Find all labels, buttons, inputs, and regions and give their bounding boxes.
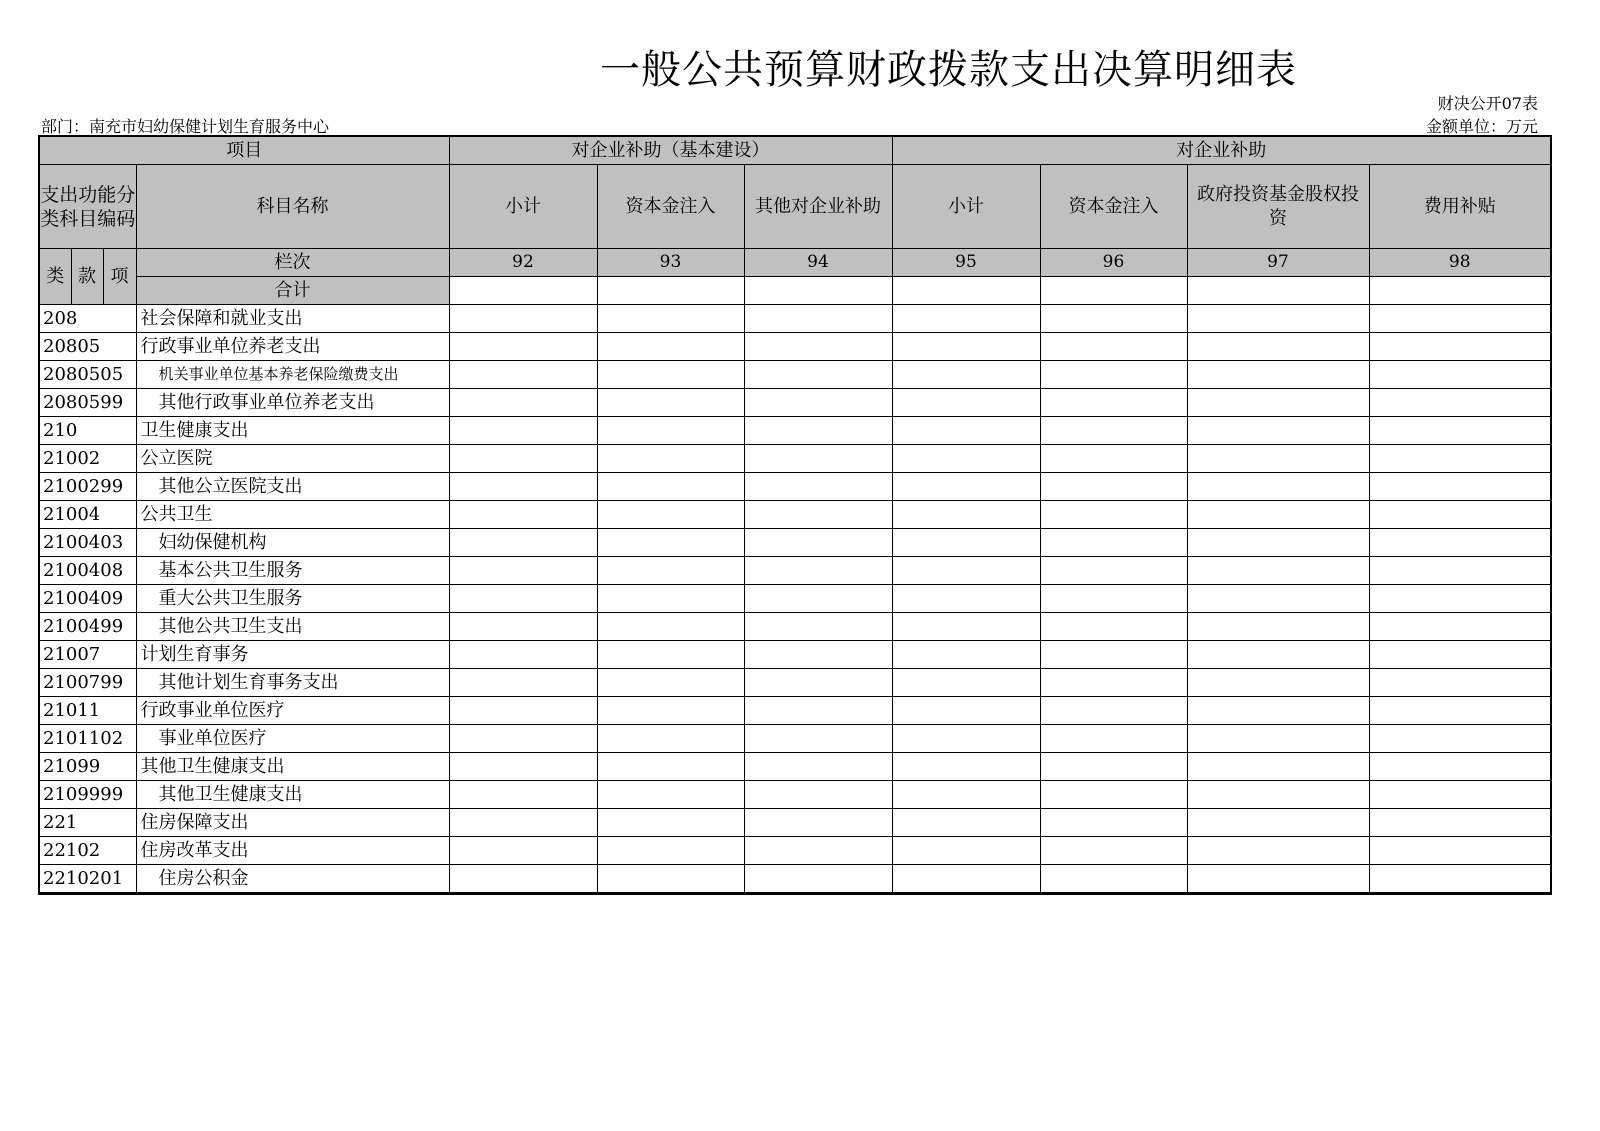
amount-cell	[1187, 753, 1369, 781]
amount-cell	[1369, 333, 1551, 361]
header-col: 费用补贴	[1369, 165, 1551, 249]
amount-cell	[892, 753, 1040, 781]
amount-cell	[892, 333, 1040, 361]
amount-cell	[744, 585, 892, 613]
amount-cell	[892, 669, 1040, 697]
amount-cell	[892, 529, 1040, 557]
amount-cell	[1369, 669, 1551, 697]
amount-cell	[744, 389, 892, 417]
header-group-basic-construction: 对企业补助（基本建设）	[449, 136, 892, 165]
amount-cell	[449, 613, 597, 641]
amount-cell	[1187, 445, 1369, 473]
amount-cell	[1187, 389, 1369, 417]
header-col: 小计	[449, 165, 597, 249]
amount-cell	[449, 445, 597, 473]
row-name: 妇幼保健机构	[136, 529, 449, 557]
row-name: 社会保障和就业支出	[136, 305, 449, 333]
row-code: 2100499	[39, 613, 136, 641]
amount-cell	[1369, 305, 1551, 333]
amount-cell	[597, 641, 744, 669]
amount-cell	[892, 781, 1040, 809]
table-row	[39, 753, 1551, 781]
row-code: 2100299	[39, 473, 136, 501]
amount-cell	[1369, 865, 1551, 894]
amount-cell	[1040, 473, 1187, 501]
amount-cell	[1369, 837, 1551, 865]
amount-cell	[744, 473, 892, 501]
amount-cell	[1040, 445, 1187, 473]
amount-cell	[892, 641, 1040, 669]
amount-cell	[1040, 669, 1187, 697]
amount-cell	[892, 865, 1040, 894]
amount-cell	[1040, 501, 1187, 529]
amount-cell	[892, 501, 1040, 529]
amount-cell	[449, 753, 597, 781]
table-row	[39, 557, 1551, 585]
header-col: 其他对企业补助	[744, 165, 892, 249]
row-code: 21099	[39, 753, 136, 781]
table-row	[39, 837, 1551, 865]
amount-cell	[1040, 753, 1187, 781]
amount-cell	[744, 305, 892, 333]
amount-cell	[597, 613, 744, 641]
amount-cell	[1040, 697, 1187, 725]
row-code: 221	[39, 809, 136, 837]
amount-cell	[1187, 725, 1369, 753]
row-name: 其他卫生健康支出	[136, 753, 449, 781]
amount-cell	[449, 333, 597, 361]
amount-cell	[1040, 557, 1187, 585]
total-cell	[892, 277, 1040, 305]
amount-cell	[744, 725, 892, 753]
amount-cell	[449, 417, 597, 445]
table-row	[39, 305, 1551, 333]
total-label: 合计	[136, 277, 449, 305]
header-lei: 类	[39, 249, 71, 305]
amount-cell	[744, 445, 892, 473]
amount-cell	[1369, 389, 1551, 417]
row-code: 2100403	[39, 529, 136, 557]
unit-label: 金额单位：万元	[1425, 117, 1538, 136]
amount-cell	[1369, 781, 1551, 809]
amount-cell	[1187, 501, 1369, 529]
amount-cell	[449, 809, 597, 837]
row-code: 208	[39, 305, 136, 333]
table-row	[39, 333, 1551, 361]
amount-cell	[597, 669, 744, 697]
amount-cell	[1040, 529, 1187, 557]
column-number: 93	[597, 249, 744, 277]
amount-cell	[892, 585, 1040, 613]
row-code: 21007	[39, 641, 136, 669]
row-name: 卫生健康支出	[136, 417, 449, 445]
amount-cell	[744, 641, 892, 669]
row-name: 公立医院	[136, 445, 449, 473]
header-code: 支出功能分类科目编码	[39, 165, 136, 249]
column-number: 95	[892, 249, 1040, 277]
amount-cell	[892, 389, 1040, 417]
amount-cell	[744, 697, 892, 725]
amount-cell	[892, 305, 1040, 333]
amount-cell	[1040, 333, 1187, 361]
row-name: 行政事业单位医疗	[136, 697, 449, 725]
amount-cell	[449, 389, 597, 417]
amount-cell	[892, 697, 1040, 725]
amount-cell	[449, 837, 597, 865]
amount-cell	[744, 557, 892, 585]
column-number: 98	[1369, 249, 1551, 277]
row-code: 2109999	[39, 781, 136, 809]
table-row	[39, 501, 1551, 529]
amount-cell	[597, 529, 744, 557]
amount-cell	[1040, 837, 1187, 865]
amount-cell	[1187, 781, 1369, 809]
row-name: 住房公积金	[136, 865, 449, 894]
amount-cell	[1040, 865, 1187, 894]
row-code: 2210201	[39, 865, 136, 894]
amount-cell	[1369, 557, 1551, 585]
amount-cell	[449, 781, 597, 809]
amount-cell	[1369, 501, 1551, 529]
table-row	[39, 641, 1551, 669]
header-project: 项目	[39, 136, 449, 165]
amount-cell	[744, 865, 892, 894]
row-name: 机关事业单位基本养老保险缴费支出	[136, 361, 449, 389]
amount-cell	[892, 809, 1040, 837]
amount-cell	[449, 361, 597, 389]
amount-cell	[1369, 585, 1551, 613]
amount-cell	[744, 361, 892, 389]
row-code: 21002	[39, 445, 136, 473]
amount-cell	[1187, 417, 1369, 445]
total-cell	[449, 277, 597, 305]
total-cell	[1040, 277, 1187, 305]
amount-cell	[597, 305, 744, 333]
amount-cell	[597, 417, 744, 445]
amount-cell	[892, 837, 1040, 865]
row-name: 住房改革支出	[136, 837, 449, 865]
amount-cell	[597, 333, 744, 361]
row-name: 其他公共卫生支出	[136, 613, 449, 641]
table-row	[39, 417, 1551, 445]
header-col: 资本金注入	[597, 165, 744, 249]
amount-cell	[744, 501, 892, 529]
amount-cell	[449, 865, 597, 894]
table-row	[39, 361, 1551, 389]
amount-cell	[1187, 585, 1369, 613]
row-code: 2101102	[39, 725, 136, 753]
row-name: 计划生育事务	[136, 641, 449, 669]
amount-cell	[744, 529, 892, 557]
amount-cell	[892, 613, 1040, 641]
header-col: 资本金注入	[1040, 165, 1187, 249]
row-name: 住房保障支出	[136, 809, 449, 837]
amount-cell	[597, 501, 744, 529]
column-number: 94	[744, 249, 892, 277]
amount-cell	[1040, 389, 1187, 417]
amount-cell	[744, 417, 892, 445]
amount-cell	[449, 669, 597, 697]
amount-cell	[1187, 473, 1369, 501]
table-row	[39, 529, 1551, 557]
amount-cell	[892, 725, 1040, 753]
amount-cell	[1369, 529, 1551, 557]
amount-cell	[597, 361, 744, 389]
amount-cell	[1187, 333, 1369, 361]
total-cell	[1369, 277, 1551, 305]
header-xiang: 项	[103, 249, 136, 305]
budget-table	[38, 135, 1552, 895]
column-number: 96	[1040, 249, 1187, 277]
amount-cell	[449, 473, 597, 501]
table-row	[39, 585, 1551, 613]
amount-cell	[1369, 725, 1551, 753]
header-col: 小计	[892, 165, 1040, 249]
amount-cell	[1040, 641, 1187, 669]
row-name: 行政事业单位养老支出	[136, 333, 449, 361]
amount-cell	[1040, 585, 1187, 613]
amount-cell	[597, 445, 744, 473]
amount-cell	[1369, 641, 1551, 669]
row-name: 基本公共卫生服务	[136, 557, 449, 585]
department-label: 部门：南充市妇幼保健计划生育服务中心	[41, 117, 330, 136]
amount-cell	[744, 669, 892, 697]
amount-cell	[892, 473, 1040, 501]
amount-cell	[892, 445, 1040, 473]
amount-cell	[449, 557, 597, 585]
amount-cell	[597, 557, 744, 585]
row-name: 重大公共卫生服务	[136, 585, 449, 613]
amount-cell	[1187, 697, 1369, 725]
row-code: 2080505	[39, 361, 136, 389]
amount-cell	[1187, 837, 1369, 865]
row-code: 20805	[39, 333, 136, 361]
amount-cell	[1369, 445, 1551, 473]
amount-cell	[597, 389, 744, 417]
row-code: 2100409	[39, 585, 136, 613]
amount-cell	[1187, 529, 1369, 557]
table-row	[39, 865, 1551, 894]
amount-cell	[449, 641, 597, 669]
amount-cell	[1187, 613, 1369, 641]
total-cell	[744, 277, 892, 305]
amount-cell	[597, 781, 744, 809]
amount-cell	[1040, 613, 1187, 641]
row-code: 2100799	[39, 669, 136, 697]
form-id: 财决公开07表	[1437, 94, 1538, 113]
amount-cell	[597, 753, 744, 781]
amount-cell	[597, 585, 744, 613]
amount-cell	[1369, 697, 1551, 725]
row-name: 其他卫生健康支出	[136, 781, 449, 809]
row-code: 2080599	[39, 389, 136, 417]
amount-cell	[1369, 361, 1551, 389]
amount-cell	[1187, 809, 1369, 837]
row-code: 21011	[39, 697, 136, 725]
header-kuan: 款	[71, 249, 103, 305]
table-row	[39, 613, 1551, 641]
amount-cell	[597, 473, 744, 501]
amount-cell	[449, 585, 597, 613]
table-row	[39, 445, 1551, 473]
amount-cell	[1369, 613, 1551, 641]
row-code: 210	[39, 417, 136, 445]
table-row	[39, 809, 1551, 837]
amount-cell	[449, 501, 597, 529]
amount-cell	[744, 809, 892, 837]
table-row	[39, 473, 1551, 501]
amount-cell	[1369, 753, 1551, 781]
table-row	[39, 697, 1551, 725]
amount-cell	[1187, 865, 1369, 894]
amount-cell	[1187, 641, 1369, 669]
amount-cell	[1040, 305, 1187, 333]
row-name: 事业单位医疗	[136, 725, 449, 753]
row-code: 22102	[39, 837, 136, 865]
table-row	[39, 725, 1551, 753]
total-cell	[1187, 277, 1369, 305]
amount-cell	[744, 613, 892, 641]
amount-cell	[597, 725, 744, 753]
amount-cell	[1187, 361, 1369, 389]
column-number: 92	[449, 249, 597, 277]
row-name: 其他行政事业单位养老支出	[136, 389, 449, 417]
amount-cell	[892, 361, 1040, 389]
amount-cell	[597, 697, 744, 725]
amount-cell	[744, 837, 892, 865]
amount-cell	[744, 781, 892, 809]
amount-cell	[1040, 417, 1187, 445]
amount-cell	[1187, 557, 1369, 585]
table-row	[39, 389, 1551, 417]
amount-cell	[449, 305, 597, 333]
header-col: 政府投资基金股权投资	[1187, 165, 1369, 249]
total-cell	[597, 277, 744, 305]
amount-cell	[892, 417, 1040, 445]
row-code: 21004	[39, 501, 136, 529]
amount-cell	[597, 809, 744, 837]
amount-cell	[449, 697, 597, 725]
table-row	[39, 781, 1551, 809]
amount-cell	[1040, 781, 1187, 809]
amount-cell	[597, 865, 744, 894]
amount-cell	[597, 837, 744, 865]
amount-cell	[1040, 361, 1187, 389]
amount-cell	[1369, 473, 1551, 501]
row-code: 2100408	[39, 557, 136, 585]
header-group-enterprise-subsidy: 对企业补助	[892, 136, 1551, 165]
amount-cell	[1369, 417, 1551, 445]
table-row	[39, 669, 1551, 697]
amount-cell	[744, 753, 892, 781]
page-title: 一般公共预算财政拨款支出决算明细表	[600, 47, 1297, 93]
amount-cell	[1040, 725, 1187, 753]
amount-cell	[1187, 669, 1369, 697]
header-name: 科目名称	[136, 165, 449, 249]
row-name: 其他计划生育事务支出	[136, 669, 449, 697]
amount-cell	[1040, 809, 1187, 837]
column-number: 97	[1187, 249, 1369, 277]
amount-cell	[449, 529, 597, 557]
amount-cell	[892, 557, 1040, 585]
row-name: 其他公立医院支出	[136, 473, 449, 501]
amount-cell	[449, 725, 597, 753]
amount-cell	[744, 333, 892, 361]
amount-cell	[1369, 809, 1551, 837]
row-name: 公共卫生	[136, 501, 449, 529]
header-lanci: 栏次	[136, 249, 449, 277]
amount-cell	[1187, 305, 1369, 333]
